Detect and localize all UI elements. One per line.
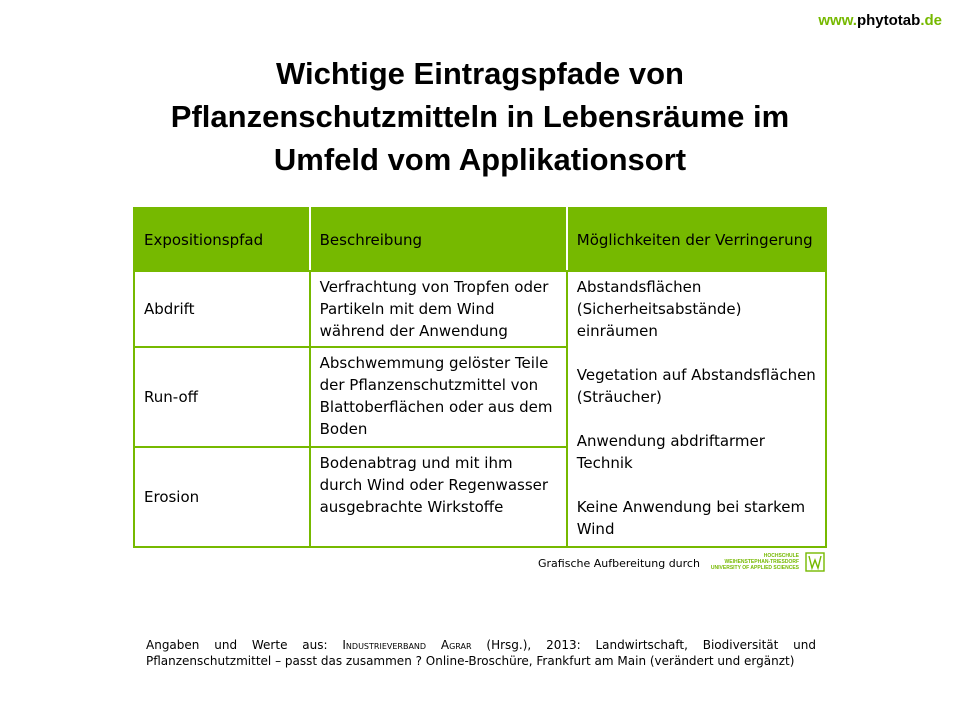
credit-text: Grafische Aufbereitung durch — [538, 557, 700, 570]
page-title — [80, 52, 880, 181]
exposure-table — [133, 207, 827, 548]
cell-verringerung — [567, 271, 826, 547]
measure-item: Keine Anwendung bei starkem Wind — [576, 498, 806, 538]
logo-text: HOCHSCHULE WEIHENSTEPHAN-TRIESDORF UNIVERSITY OF APPLIED SCIENCES — [710, 553, 799, 571]
table-row — [134, 271, 826, 347]
site-url — [818, 12, 942, 29]
hswt-logo — [709, 551, 827, 573]
header-verringerung: Möglichkeiten der Verringerung — [567, 208, 826, 271]
title-line-1: Wichtige Eintragspfade von — [276, 56, 684, 91]
title-line-3: Umfeld vom Applikationsort — [273, 142, 687, 177]
measure-item: Vegetation auf Abstandsflächen (Sträucher) — [576, 366, 816, 406]
source-citation: Angaben und Werte aus: Industrieverband Agrar (Hrsg.), 2013: Landwirtschaft, Biodiversität und Pflanzenschutzmittel – passt das zusammen ? Online-Broschüre, Frankfurt am Main (verändert und ergänzt) — [146, 638, 817, 668]
header-beschreibung: Beschreibung — [310, 208, 567, 271]
hswt-logo-icon — [805, 552, 825, 572]
cell-pfad: Abdrift — [134, 271, 310, 347]
measure-item: Anwendung abdriftarmer Technik — [576, 432, 765, 472]
table-header-row — [134, 208, 826, 271]
title-line-2: Pflanzenschutzmitteln in Lebensräume im — [170, 99, 790, 134]
header-expositionspfad: Expositionspfad — [134, 208, 310, 271]
cell-beschreibung: Verfrachtung von Tropfen oder Partikeln mit dem Wind während der Anwendung — [310, 271, 567, 347]
cell-beschreibung: Abschwemmung gelöster Teile der Pflanzenschutzmittel von Blattoberflächen oder aus dem Boden — [310, 347, 567, 447]
source-author: Industrieverband Agrar — [342, 638, 472, 652]
site-url-www: www. — [818, 12, 857, 29]
measure-item: Abstandsflächen (Sicherheitsabstände) einräumen — [576, 278, 742, 340]
cell-pfad: Run-off — [134, 347, 310, 447]
site-url-name: phytotab — [856, 12, 921, 29]
cell-beschreibung: Bodenabtrag und mit ihm durch Wind oder Regenwasser ausgebrachte Wirkstoffe — [310, 447, 567, 547]
site-url-tld: .de — [920, 12, 942, 29]
cell-pfad: Erosion — [134, 447, 310, 547]
